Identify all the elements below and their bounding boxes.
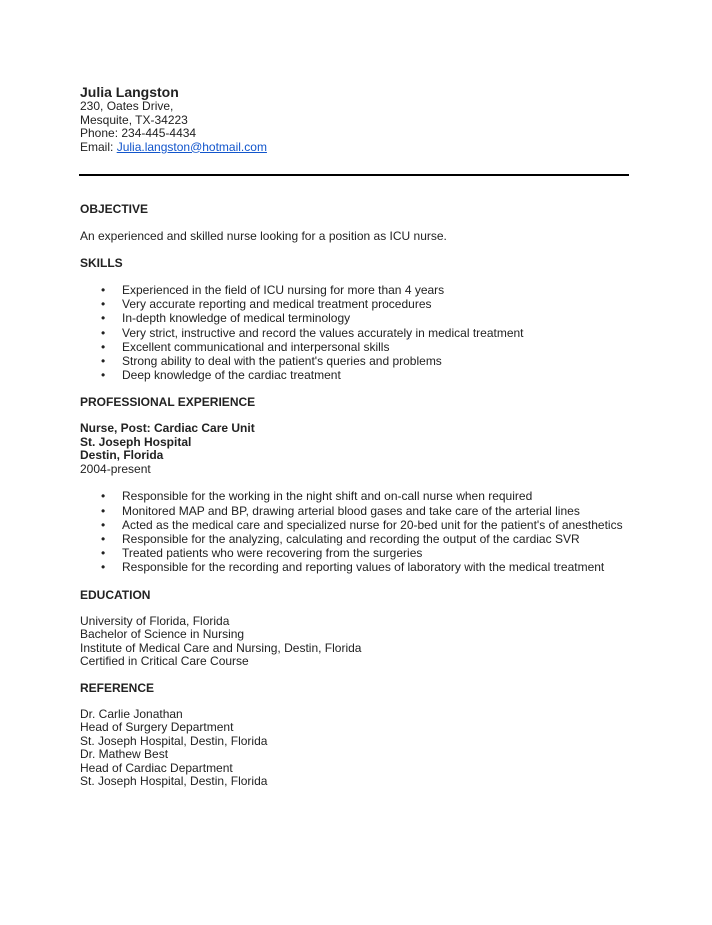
duty-text: Responsible for the analyzing, calculating and recording the output of the cardiac SVR <box>122 532 580 547</box>
list-item <box>80 340 630 354</box>
job-block <box>80 422 630 476</box>
objective-text: An experienced and skilled nurse looking for a position as ICU nurse. <box>80 229 447 243</box>
bullet-icon: • <box>101 532 106 547</box>
email-label: Email: <box>80 139 117 154</box>
skill-text: Strong ability to deal with the patient's queries and problems <box>122 354 442 369</box>
job-title: Nurse, Post: Cardiac Care Unit <box>80 421 255 436</box>
list-item <box>80 297 630 311</box>
education-line: Certified in Critical Care Course <box>80 654 249 669</box>
reference-line: St. Joseph Hospital, Destin, Florida <box>80 733 268 748</box>
skill-text: Very accurate reporting and medical treatment procedures <box>122 297 432 312</box>
duty-text: Treated patients who were recovering from the surgeries <box>122 546 423 561</box>
reference-line: St. Joseph Hospital, Destin, Florida <box>80 774 268 789</box>
skill-text: Very strict, instructive and record the values accurately in medical treatment <box>122 325 524 340</box>
education-line: University of Florida, Florida <box>80 613 230 628</box>
job-dates: 2004-present <box>80 461 151 476</box>
skills-heading: SKILLS <box>80 256 123 270</box>
experience-list <box>80 489 630 574</box>
duty-text: Acted as the medical care and specialized nurse for 20-bed unit for the patient's of anesthetics <box>122 517 623 532</box>
list-item <box>80 518 630 532</box>
education-block <box>80 615 630 669</box>
resume-page <box>80 84 630 789</box>
list-item <box>80 354 630 368</box>
list-item <box>80 311 630 325</box>
education-line: Bachelor of Science in Nursing <box>80 627 245 642</box>
list-item <box>80 283 630 297</box>
education-line: Institute of Medical Care and Nursing, Destin, Florida <box>80 640 362 655</box>
reference-heading: REFERENCE <box>80 680 155 695</box>
bullet-icon: • <box>101 560 106 575</box>
bullet-icon: • <box>101 517 106 532</box>
list-item <box>80 489 630 503</box>
duty-text: Monitored MAP and BP, drawing arterial blood gases and take care of the arterial lines <box>122 503 580 518</box>
bullet-icon: • <box>101 503 106 518</box>
reference-line: Dr. Mathew Best <box>80 747 169 762</box>
bullet-icon: • <box>101 546 106 561</box>
email-line <box>80 141 630 155</box>
duty-text: Responsible for the recording and reporting values of laboratory with the medical treatment <box>122 560 605 575</box>
list-item <box>80 532 630 546</box>
skill-text: In-depth knowledge of medical terminology <box>122 311 351 326</box>
reference-line: Dr. Carlie Jonathan <box>80 706 183 721</box>
experience-heading: PROFESSIONAL EXPERIENCE <box>80 395 256 410</box>
list-item <box>80 368 630 382</box>
skill-text: Experienced in the field of ICU nursing for more than 4 years <box>122 283 445 297</box>
objective-heading: OBJECTIVE <box>80 202 149 216</box>
bullet-icon: • <box>101 339 106 354</box>
list-item <box>80 504 630 518</box>
address-line-2: Mesquite, TX-34223 <box>80 112 188 127</box>
bullet-icon: • <box>101 489 106 504</box>
reference-line: Head of Cardiac Department <box>80 760 233 775</box>
list-item <box>80 546 630 560</box>
skill-text: Excellent communicational and interpersonal skills <box>122 339 390 354</box>
bullet-icon: • <box>101 283 106 297</box>
duty-text: Responsible for the working in the night shift and on-call nurse when required <box>122 489 533 504</box>
contact-block <box>80 84 630 154</box>
bullet-icon: • <box>101 354 106 369</box>
header-divider <box>79 174 629 176</box>
list-item <box>80 560 630 574</box>
bullet-icon: • <box>101 325 106 340</box>
skills-list <box>80 283 630 382</box>
bullet-icon: • <box>101 368 106 383</box>
candidate-name: Julia Langston <box>80 84 179 100</box>
list-item <box>80 326 630 340</box>
reference-block <box>80 708 630 789</box>
email-link[interactable]: Julia.langston@hotmail.com <box>116 139 267 154</box>
phone-line: Phone: 234-445-4434 <box>80 126 197 140</box>
job-employer: St. Joseph Hospital <box>80 434 192 449</box>
education-heading: EDUCATION <box>80 587 151 602</box>
bullet-icon: • <box>101 297 106 312</box>
bullet-icon: • <box>101 311 106 326</box>
address-line-1: 230, Oates Drive, <box>80 99 174 113</box>
skill-text: Deep knowledge of the cardiac treatment <box>122 368 341 383</box>
job-location: Destin, Florida <box>80 448 164 463</box>
reference-line: Head of Surgery Department <box>80 720 234 735</box>
